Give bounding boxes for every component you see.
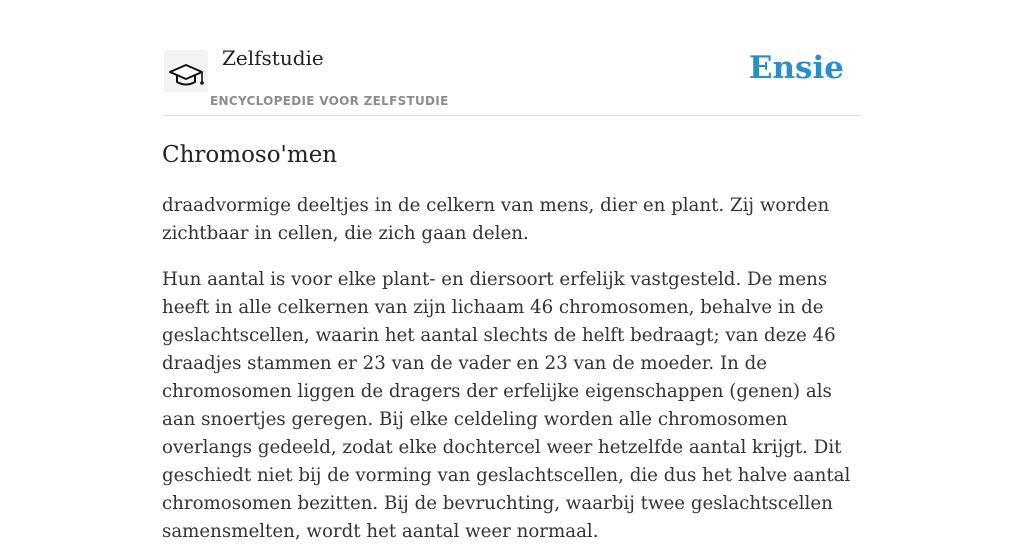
site-header [162,0,862,116]
site-title[interactable]: Zelfstudie [222,46,324,70]
graduation-cap-icon[interactable] [164,50,208,92]
article-paragraph-2: Hun aantal is voor elke plant- en diersoort erfelijk vastgesteld. De mens heeft in alle celkernen van zijn lichaam 46 chromosomen, behalve in de geslachtscellen, waarin het aantal slechts de helft bedraagt; van deze 46 draadjes stammen er 23 van de vader en 23 van de moeder. In de chromosomen liggen de dragers der erfelijke eigenschappen (genen) als aan snoertjes geregen. Bij elke celdeling worden alle chromosomen overlangs gedeeld, zodat elke dochtercel weer hetzelfde aantal krijgt. Dit geschiedt niet bij de vorming van geslachtscellen, die dus het halve aantal chromosomen bezitten. Bij de bevruchting, waarbij twee geslachtscellen samensmelten, wordt het aantal weer normaal. [162,269,851,542]
brand-logo-link[interactable]: Ensie [748,50,844,86]
content-container [162,0,862,542]
article-title: Chromoso'men [162,142,338,168]
article-paragraph-1: draadvormige deeltjes in de celkern van mens, dier en plant. Zij worden zichtbaar in cellen, die zich gaan delen. [162,195,830,244]
site-subtitle: ENCYCLOPEDIE VOOR ZELFSTUDIE [210,94,449,108]
